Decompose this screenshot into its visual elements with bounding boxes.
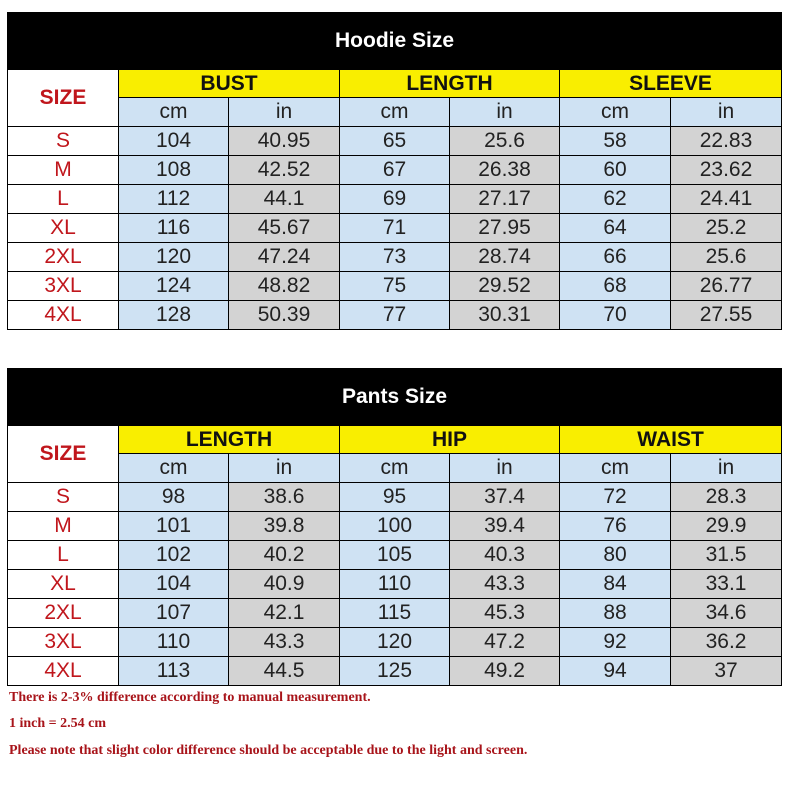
pants-size-table xyxy=(7,368,782,686)
table-row xyxy=(8,541,782,570)
table-row xyxy=(8,570,782,599)
hoodie-group-header: BUST xyxy=(119,70,340,98)
cm-value-cell: 102 xyxy=(119,541,229,570)
unit-header: in xyxy=(229,454,340,483)
unit-header: cm xyxy=(560,454,671,483)
in-value-cell: 49.2 xyxy=(450,657,560,686)
hoodie-unit-row xyxy=(8,98,782,127)
cm-value-cell: 72 xyxy=(560,483,671,512)
cm-value-cell: 60 xyxy=(560,156,671,185)
pants-table-body xyxy=(8,483,782,686)
size-label: L xyxy=(8,541,119,570)
cm-value-cell: 76 xyxy=(560,512,671,541)
in-value-cell: 23.62 xyxy=(671,156,782,185)
table-row xyxy=(8,214,782,243)
in-value-cell: 22.83 xyxy=(671,127,782,156)
in-value-cell: 31.5 xyxy=(671,541,782,570)
in-value-cell: 37.4 xyxy=(450,483,560,512)
pants-group-header: WAIST xyxy=(560,426,782,454)
in-value-cell: 30.31 xyxy=(450,301,560,330)
table-row xyxy=(8,185,782,214)
size-label: S xyxy=(8,127,119,156)
cm-value-cell: 95 xyxy=(340,483,450,512)
cm-value-cell: 67 xyxy=(340,156,450,185)
cm-value-cell: 128 xyxy=(119,301,229,330)
size-label: S xyxy=(8,483,119,512)
size-label: M xyxy=(8,156,119,185)
unit-header: in xyxy=(229,98,340,127)
cm-value-cell: 110 xyxy=(340,570,450,599)
size-label: XL xyxy=(8,214,119,243)
size-label: M xyxy=(8,512,119,541)
in-value-cell: 26.77 xyxy=(671,272,782,301)
in-value-cell: 27.17 xyxy=(450,185,560,214)
table-row xyxy=(8,127,782,156)
hoodie-group-header: LENGTH xyxy=(340,70,560,98)
cm-value-cell: 69 xyxy=(340,185,450,214)
hoodie-size-table xyxy=(7,12,782,330)
table-row xyxy=(8,512,782,541)
in-value-cell: 43.3 xyxy=(450,570,560,599)
cm-value-cell: 88 xyxy=(560,599,671,628)
size-label: 3XL xyxy=(8,628,119,657)
in-value-cell: 43.3 xyxy=(229,628,340,657)
table-row xyxy=(8,156,782,185)
in-value-cell: 39.4 xyxy=(450,512,560,541)
cm-value-cell: 107 xyxy=(119,599,229,628)
in-value-cell: 27.55 xyxy=(671,301,782,330)
cm-value-cell: 80 xyxy=(560,541,671,570)
in-value-cell: 48.82 xyxy=(229,272,340,301)
in-value-cell: 45.3 xyxy=(450,599,560,628)
in-value-cell: 39.8 xyxy=(229,512,340,541)
in-value-cell: 42.52 xyxy=(229,156,340,185)
in-value-cell: 25.2 xyxy=(671,214,782,243)
cm-value-cell: 110 xyxy=(119,628,229,657)
unit-header: cm xyxy=(119,98,229,127)
cm-value-cell: 100 xyxy=(340,512,450,541)
in-value-cell: 34.6 xyxy=(671,599,782,628)
size-label: 4XL xyxy=(8,301,119,330)
hoodie-title-row xyxy=(8,13,782,70)
table-row xyxy=(8,483,782,512)
unit-header: cm xyxy=(340,98,450,127)
in-value-cell: 44.1 xyxy=(229,185,340,214)
unit-header: cm xyxy=(119,454,229,483)
size-label: 2XL xyxy=(8,599,119,628)
cm-value-cell: 65 xyxy=(340,127,450,156)
measurement-note: There is 2-3% difference according to manual measurement. xyxy=(9,690,371,705)
in-value-cell: 29.52 xyxy=(450,272,560,301)
in-value-cell: 40.95 xyxy=(229,127,340,156)
in-value-cell: 47.2 xyxy=(450,628,560,657)
in-value-cell: 33.1 xyxy=(671,570,782,599)
pants-group-header: LENGTH xyxy=(119,426,340,454)
cm-value-cell: 71 xyxy=(340,214,450,243)
table-row xyxy=(8,243,782,272)
unit-header: in xyxy=(450,454,560,483)
hoodie-group-header-row xyxy=(8,70,782,98)
in-value-cell: 26.38 xyxy=(450,156,560,185)
hoodie-size-header: SIZE xyxy=(8,70,119,127)
cm-value-cell: 98 xyxy=(119,483,229,512)
cm-value-cell: 105 xyxy=(340,541,450,570)
pants-title-row xyxy=(8,369,782,426)
in-value-cell: 38.6 xyxy=(229,483,340,512)
hoodie-table-body xyxy=(8,127,782,330)
cm-value-cell: 75 xyxy=(340,272,450,301)
size-label: 2XL xyxy=(8,243,119,272)
conversion-note: 1 inch = 2.54 cm xyxy=(9,716,107,731)
pants-table-title: Pants Size xyxy=(8,369,782,426)
cm-value-cell: 64 xyxy=(560,214,671,243)
cm-value-cell: 101 xyxy=(119,512,229,541)
in-value-cell: 27.95 xyxy=(450,214,560,243)
unit-header: in xyxy=(671,98,782,127)
in-value-cell: 40.3 xyxy=(450,541,560,570)
unit-header: in xyxy=(671,454,782,483)
cm-value-cell: 108 xyxy=(119,156,229,185)
cm-value-cell: 120 xyxy=(119,243,229,272)
cm-value-cell: 68 xyxy=(560,272,671,301)
table-row xyxy=(8,272,782,301)
cm-value-cell: 77 xyxy=(340,301,450,330)
table-row xyxy=(8,657,782,686)
cm-value-cell: 124 xyxy=(119,272,229,301)
table-row xyxy=(8,599,782,628)
cm-value-cell: 112 xyxy=(119,185,229,214)
in-value-cell: 29.9 xyxy=(671,512,782,541)
in-value-cell: 45.67 xyxy=(229,214,340,243)
in-value-cell: 42.1 xyxy=(229,599,340,628)
in-value-cell: 40.2 xyxy=(229,541,340,570)
size-label: XL xyxy=(8,570,119,599)
cm-value-cell: 73 xyxy=(340,243,450,272)
size-label: L xyxy=(8,185,119,214)
cm-value-cell: 116 xyxy=(119,214,229,243)
table-row xyxy=(8,628,782,657)
table-row xyxy=(8,301,782,330)
in-value-cell: 28.74 xyxy=(450,243,560,272)
color-difference-note: Please note that slight color difference should be acceptable due to the light and screen. xyxy=(9,743,528,758)
pants-group-header-row xyxy=(8,426,782,454)
pants-unit-row xyxy=(8,454,782,483)
cm-value-cell: 66 xyxy=(560,243,671,272)
cm-value-cell: 113 xyxy=(119,657,229,686)
size-label: 4XL xyxy=(8,657,119,686)
in-value-cell: 25.6 xyxy=(450,127,560,156)
in-value-cell: 37 xyxy=(671,657,782,686)
cm-value-cell: 104 xyxy=(119,127,229,156)
unit-header: in xyxy=(450,98,560,127)
unit-header: cm xyxy=(560,98,671,127)
in-value-cell: 28.3 xyxy=(671,483,782,512)
hoodie-table-title: Hoodie Size xyxy=(8,13,782,70)
in-value-cell: 44.5 xyxy=(229,657,340,686)
cm-value-cell: 84 xyxy=(560,570,671,599)
cm-value-cell: 62 xyxy=(560,185,671,214)
cm-value-cell: 104 xyxy=(119,570,229,599)
pants-group-header: HIP xyxy=(340,426,560,454)
cm-value-cell: 125 xyxy=(340,657,450,686)
in-value-cell: 25.6 xyxy=(671,243,782,272)
size-label: 3XL xyxy=(8,272,119,301)
pants-size-header: SIZE xyxy=(8,426,119,483)
unit-header: cm xyxy=(340,454,450,483)
cm-value-cell: 120 xyxy=(340,628,450,657)
cm-value-cell: 70 xyxy=(560,301,671,330)
in-value-cell: 40.9 xyxy=(229,570,340,599)
cm-value-cell: 58 xyxy=(560,127,671,156)
in-value-cell: 24.41 xyxy=(671,185,782,214)
cm-value-cell: 92 xyxy=(560,628,671,657)
in-value-cell: 50.39 xyxy=(229,301,340,330)
in-value-cell: 47.24 xyxy=(229,243,340,272)
in-value-cell: 36.2 xyxy=(671,628,782,657)
cm-value-cell: 115 xyxy=(340,599,450,628)
cm-value-cell: 94 xyxy=(560,657,671,686)
hoodie-group-header: SLEEVE xyxy=(560,70,782,98)
